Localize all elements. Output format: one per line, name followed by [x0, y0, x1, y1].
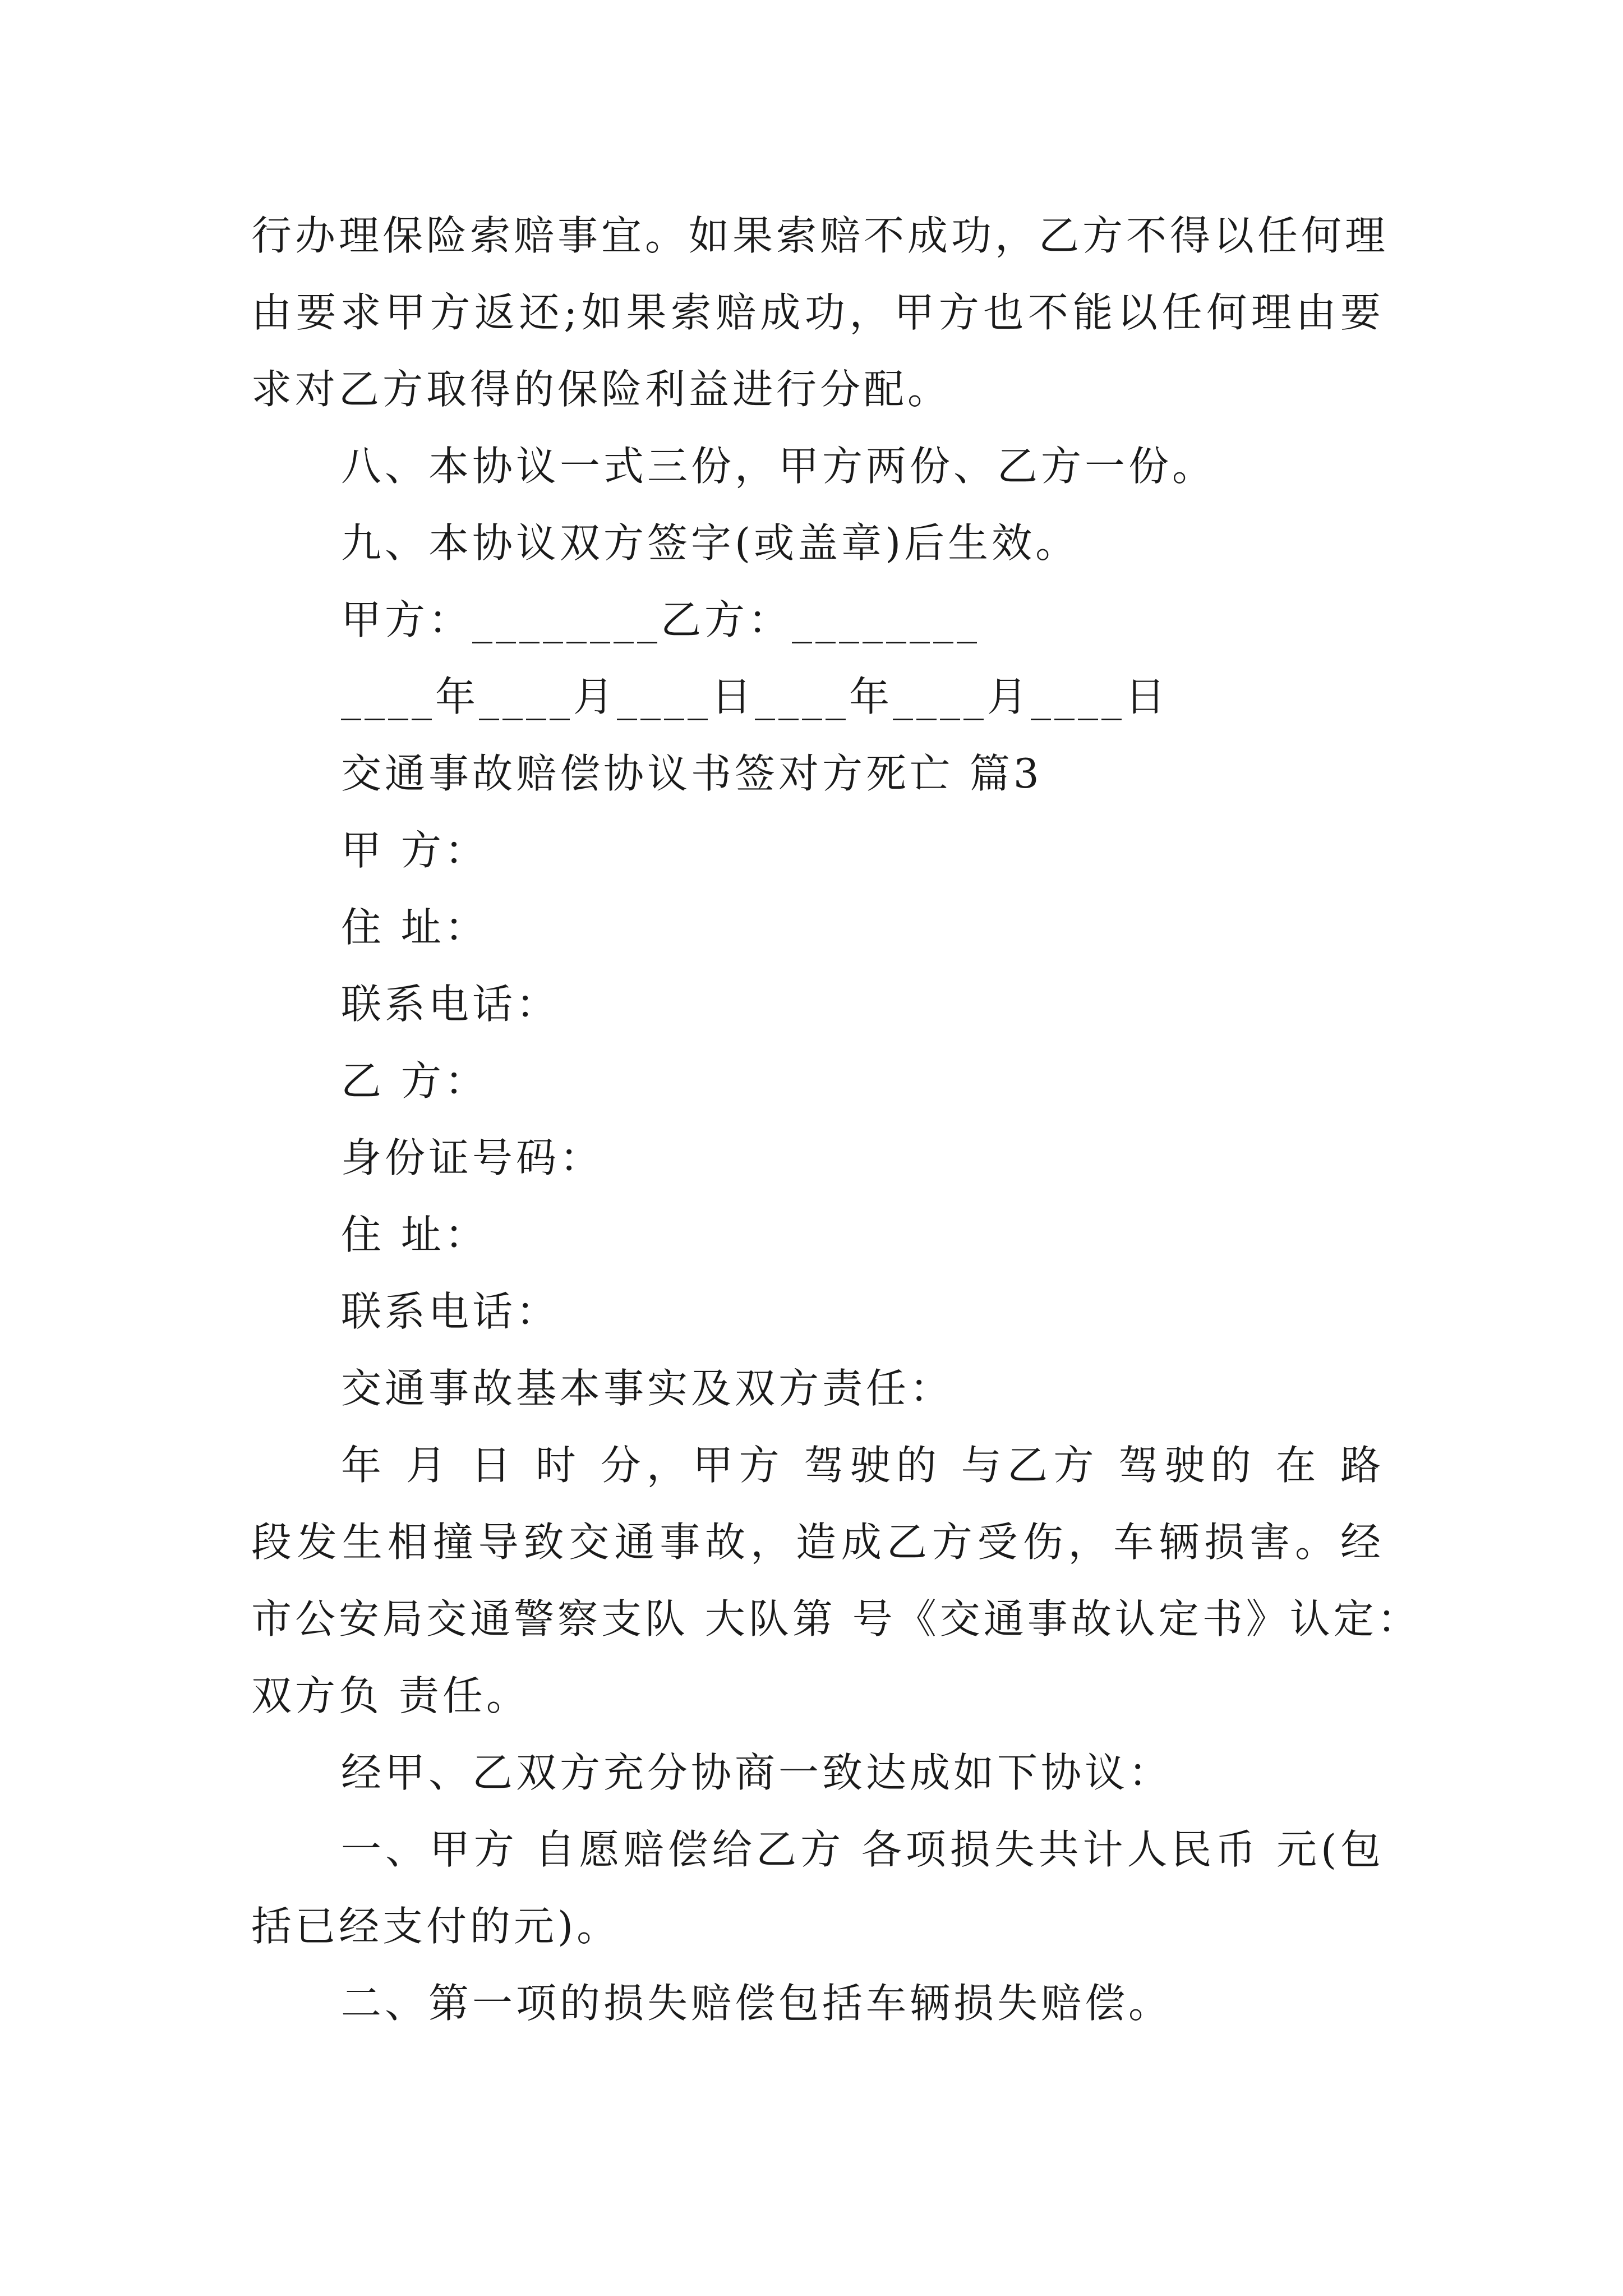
- facts-heading: 交通事故基本事实及双方责任：: [341, 1365, 954, 1412]
- party-b-id-label: 身份证号码：: [341, 1134, 604, 1181]
- clause-eight: 八、本协议一式三份，甲方两份、乙方一份。: [341, 443, 1216, 490]
- clause-one-line: 一、甲方 自愿赔偿给乙方 各项损失共计人民币 元(包: [341, 1826, 1384, 1873]
- paragraph-line: 段发生相撞导致交通事故，造成乙方受伤，车辆损害。经: [251, 1519, 1384, 1566]
- clause-one-line: 括已经支付的元)。: [251, 1903, 621, 1950]
- date-line: ____年____月____日____年____月____日: [341, 673, 1169, 720]
- paragraph-line: 求对乙方取得的保险利益进行分配。: [251, 366, 952, 413]
- paragraph-line: 行办理保险索赔事宜。如果索赔不成功，乙方不得以任何理: [251, 212, 1389, 259]
- party-b-address-label: 住 址：: [341, 1211, 488, 1258]
- party-b-phone-label: 联系电话：: [341, 1288, 560, 1335]
- document-body: [251, 197, 1421, 2042]
- clause-nine: 九、本协议双方签字(或盖章)后生效。: [341, 519, 1080, 567]
- paragraph-line: 由要求甲方返还;如果索赔成功，甲方也不能以任何理由要: [251, 289, 1384, 336]
- party-a-phone-label: 联系电话：: [341, 981, 560, 1028]
- agreement-intro: 经甲、乙双方充分协商一致达成如下协议：: [341, 1749, 1173, 1796]
- paragraph-line: 市公安局交通警察支队 大队第 号《交通事故认定书》认定：: [251, 1595, 1421, 1642]
- party-b-label: 乙 方：: [341, 1057, 488, 1105]
- paragraph-line: 年 月 日 时 分，甲方 驾驶的 与乙方 驾驶的 在 路: [341, 1442, 1384, 1489]
- party-a-label: 甲 方：: [341, 827, 488, 874]
- party-a-address-label: 住 址：: [341, 904, 488, 951]
- clause-two: 二、第一项的损失赔偿包括车辆损失赔偿。: [341, 1980, 1173, 2027]
- section-title: 交通事故赔偿协议书签对方死亡 篇3: [341, 750, 1043, 797]
- paragraph-line: 双方负 责任。: [251, 1672, 530, 1719]
- signature-line: 甲方：________乙方：________: [341, 596, 981, 643]
